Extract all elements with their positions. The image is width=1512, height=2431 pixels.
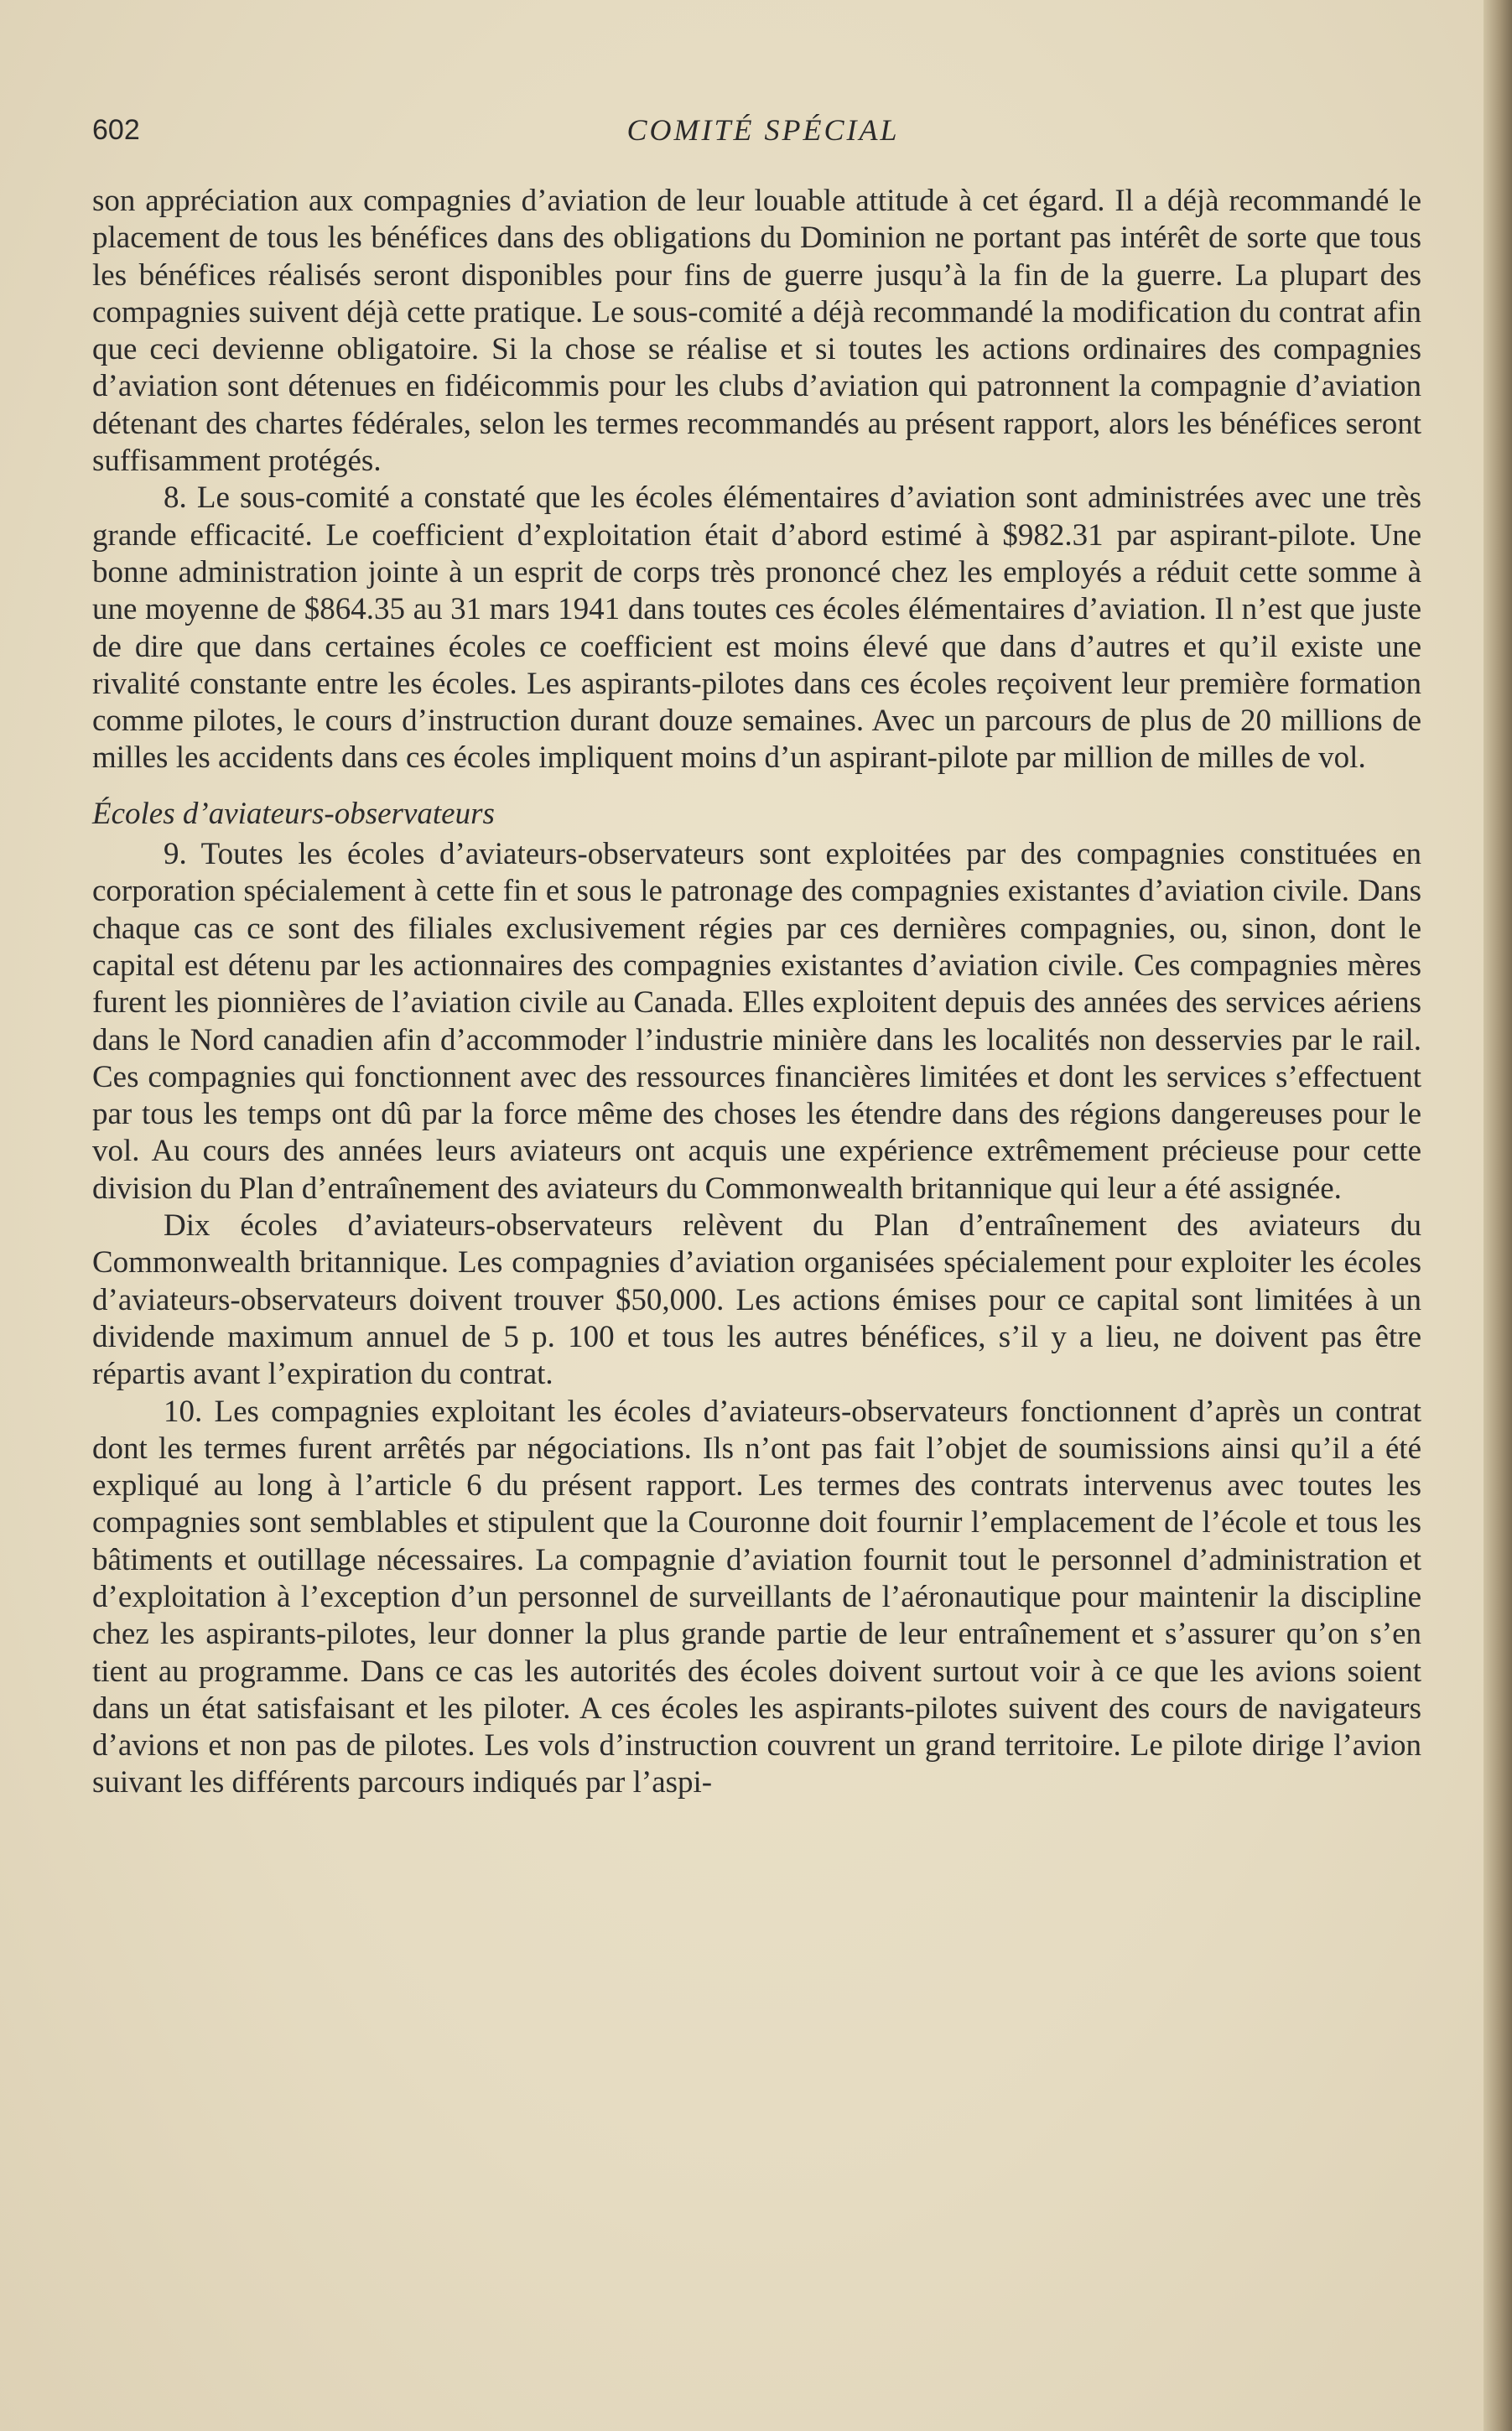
page-edge-shadow — [1483, 0, 1512, 2431]
running-title: COMITÉ SPÉCIAL — [626, 113, 900, 147]
paragraph-8: 8. Le sous-comité a constaté que les écoles élémentaires d’aviation sont administrées avec une très grande efficacité. Le coefficient d’exploitation était d’abord estimé à $982.31 par aspirant-pilote. Une bonne administration jointe à un esprit de corps très prononcé chez les employés a réduit cette somme à une moyenne de $864.35 au 31 mars 1941 dans toutes ces écoles élémentaires d’aviation. Il n’est que juste de dire que dans certaines écoles ce coefficient est moins élevé que dans d’autres et qu’il existe une rivalité constante entre les écoles. Les aspirants-pilotes dans ces écoles reçoivent leur première formation comme pilotes, le cours d’instruction durant douze semaines. Avec un parcours de plus de 20 millions de milles les accidents dans ces écoles impliquent moins d’un aspirant-pilote par million de milles de vol. — [92, 480, 1421, 776]
page-number: 602 — [92, 114, 140, 146]
paragraph-10: 10. Les compagnies exploitant les écoles d’aviateurs-observateurs fonctionnent d’après un contrat dont les termes furent arrêtés par négociations. Ils n’ont pas fait l’objet de soumissions ainsi qu’il a été expliqué au long à l’article 6 du présent rapport. Les termes des contrats intervenus avec toutes les compagnies sont semblables et stipulent que la Couronne doit fournir l’emplacement de l’école et tous les bâtiments et outillage nécessaires. La compagnie d’aviation fournit tout le personnel d’administration et d’exploitation à l’exception d’un personnel de surveillants de l’aéronautique pour maintenir la discipline chez les aspirants-pilotes, leur donner la plus grande partie de leur entraînement et s’assurer qu’on s’en tient au programme. Dans ce cas les autorités des écoles doivent surtout voir à ce que les avions soient dans un état satisfaisant et les piloter. A ces écoles les aspirants-pilotes suivent des cours de navigateurs d’avions et non pas de pilotes. Les vols d’instruction couvrent un grand territoire. Le pilote dirige l’avion suivant les différents parcours indiqués par l’aspi- — [92, 1394, 1421, 1800]
section-heading: Écoles d’aviateurs-observateurs — [92, 796, 495, 831]
paragraph-dix-ecoles: Dix écoles d’aviateurs-observateurs relèvent du Plan d’entraînement des aviateurs du Commonwealth britannique. Les compagnies d’aviation organisées spécialement pour exploiter les écoles d’aviateurs-observateurs doivent trouver $50,000. Les actions émises pour ce capital sont limitées à un dividende maximum annuel de 5 p. 100 et tous les autres bénéfices, s’il y a lieu, ne doivent pas être répartis avant l’expiration du contrat. — [92, 1208, 1421, 1392]
paragraph-9: 9. Toutes les écoles d’aviateurs-observateurs sont exploitées par des compagnies constituées en corporation spécialement à cette fin et sous le patronage des compagnies existantes d’aviation civile. Dans chaque cas ce sont des filiales exclusivement régies par ces dernières compagnies, ou, sinon, dont le capital est détenu par les actionnaires des compagnies existantes d’aviation civile. Ces compagnies mères furent les pionnières de l’aviation civile au Canada. Elles exploitent depuis des années des services aériens dans le Nord canadien afin d’accommoder l’industrie minière dans les localités non desservies par le rail. Ces compagnies qui fonctionnent avec des ressources financières limitées et dont les services s’effectuent par tous les temps ont dû par la force même des choses les étendre dans des régions dangereuses pour le vol. Au cours des années leurs aviateurs ont acquis une expérience extrêmement précieuse pour cette division du Plan d’entraînement des aviateurs du Commonwealth britannique qui leur a été assignée. — [92, 837, 1421, 1206]
body-text — [92, 183, 1421, 1802]
paragraph-continuation: son appréciation aux compagnies d’aviation de leur louable attitude à cet égard. Il a déjà recommandé le placement de tous les bénéfices dans des obligations du Dominion ne portant pas intérêt de sorte que tous les bénéfices réalisés seront disponibles pour fins de guerre jusqu’à la fin de la guerre. La plupart des compagnies suivent déjà cette pratique. Le sous-comité a déjà recommandé la modification du contrat afin que ceci devienne obligatoire. Si la chose se réalise et si toutes les actions ordinaires des compagnies d’aviation sont détenues en fidéicommis pour les clubs d’aviation qui patronnent la compagnie d’aviation détenant des chartes fédérales, selon les termes recommandés au présent rapport, alors les bénéfices seront suffisamment protégés. — [92, 184, 1421, 479]
page-header — [92, 109, 1434, 159]
